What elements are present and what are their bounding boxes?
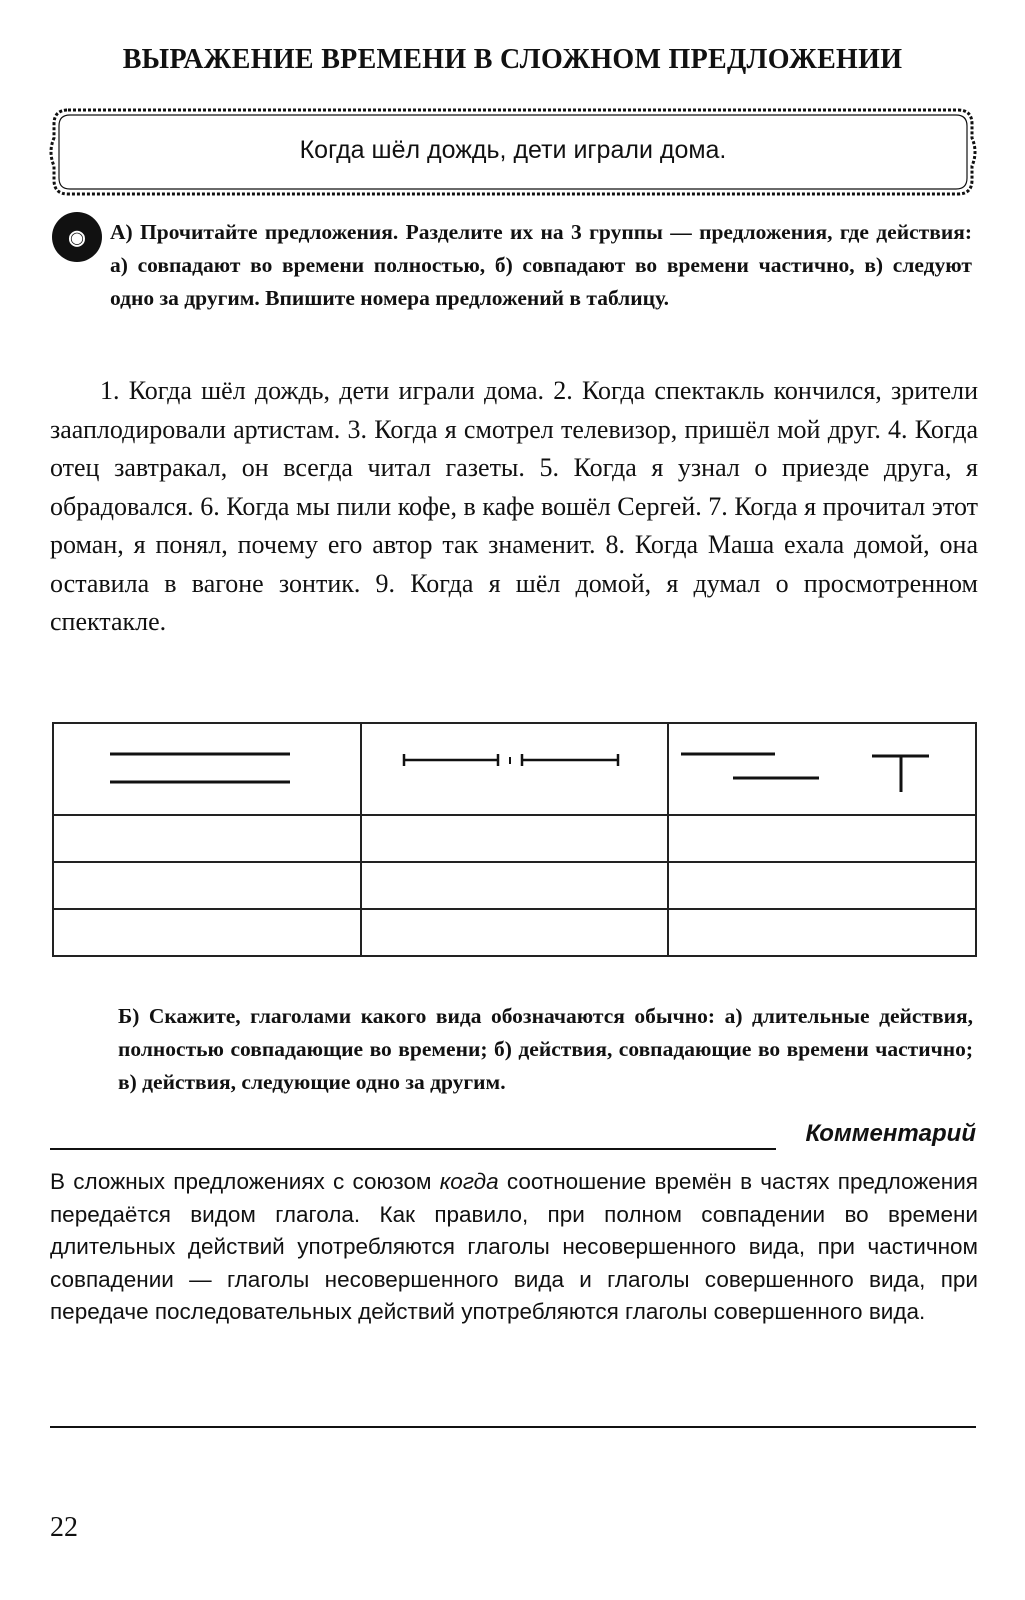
speaking-head-icon: ◉ bbox=[52, 212, 102, 262]
answer-cell[interactable] bbox=[53, 862, 361, 909]
answer-table bbox=[52, 722, 977, 957]
comment-text-start: В сложных предложениях с союзом bbox=[50, 1169, 440, 1194]
example-sentence: Когда шёл дождь, дети играли дома. bbox=[299, 136, 727, 164]
answer-cell[interactable] bbox=[668, 815, 976, 862]
comment-text bbox=[50, 1166, 978, 1329]
answer-cell[interactable] bbox=[53, 909, 361, 956]
comment-text-end: соотношение времён в частях предложения передаётся видом глагола. Как правило, при полном совпадении во времени длительных действий употребляются глаголы несовершенного вида, при частичном совпадении — глаголы несовершенного вида и глаголы совершенного вида, при передаче последовательных действий употребляются глаголы совершенного вида. bbox=[50, 1169, 978, 1324]
bottom-divider bbox=[50, 1426, 976, 1428]
comment-heading: Комментарий bbox=[805, 1120, 976, 1147]
sequence-diagram bbox=[361, 723, 669, 815]
comment-text-italic: когда bbox=[439, 1169, 499, 1194]
example-frame bbox=[48, 104, 978, 200]
page-title: ВЫРАЖЕНИЕ ВРЕМЕНИ В СЛОЖНОМ ПРЕДЛОЖЕНИИ bbox=[122, 44, 903, 75]
table-row bbox=[53, 815, 976, 862]
full-overlap-diagram bbox=[53, 723, 361, 815]
answer-cell[interactable] bbox=[53, 815, 361, 862]
comment-divider bbox=[50, 1148, 776, 1150]
answer-cell[interactable] bbox=[668, 909, 976, 956]
answer-cell[interactable] bbox=[668, 862, 976, 909]
task-b-instructions: Б) Скажите, глаголами какого вида обозначаются обычно: а) длительные действия, полностью совпадающие во времени; б) действия, совпадающие во времени частично; в) действия, следующие одно за другим. bbox=[118, 1004, 973, 1094]
sequence-lines-icon bbox=[362, 724, 660, 814]
task-a-instructions: А) Прочитайте предложения. Разделите их на 3 группы — предложения, где действия: а) совпадают во времени полностью, б) совпадают во времени частично, в) следуют одно за другим. Впишите номера предложений в таблицу. bbox=[110, 220, 972, 310]
table-row bbox=[53, 862, 976, 909]
example-sentences: 1. Когда шёл дождь, дети играли дома. 2. Когда спектакль кончился, зрители зааплодировали артистам. 3. Когда я смотрел телевизор, пришёл мой друг. 4. Когда отец завтракал, он всегда читал газеты. 5. Когда я узнал о приезде друга, я обрадовался. 6. Когда мы пили кофе, в кафе вошёл Сергей. 7. Когда я прочитал этот роман, я понял, почему его автор так знаменит. 8. Когда Маша ехала домой, она оставила в вагоне зонтик. 9. Когда я шёл домой, я думал о просмотренном спектакле. bbox=[50, 376, 978, 636]
answer-cell[interactable] bbox=[361, 815, 669, 862]
page-number: 22 bbox=[50, 1512, 78, 1543]
answer-cell[interactable] bbox=[361, 862, 669, 909]
overlap-lines-icon bbox=[669, 724, 967, 814]
parallel-lines-icon bbox=[54, 724, 352, 814]
partial-overlap-diagram bbox=[668, 723, 976, 815]
table-row bbox=[53, 909, 976, 956]
answer-cell[interactable] bbox=[361, 909, 669, 956]
